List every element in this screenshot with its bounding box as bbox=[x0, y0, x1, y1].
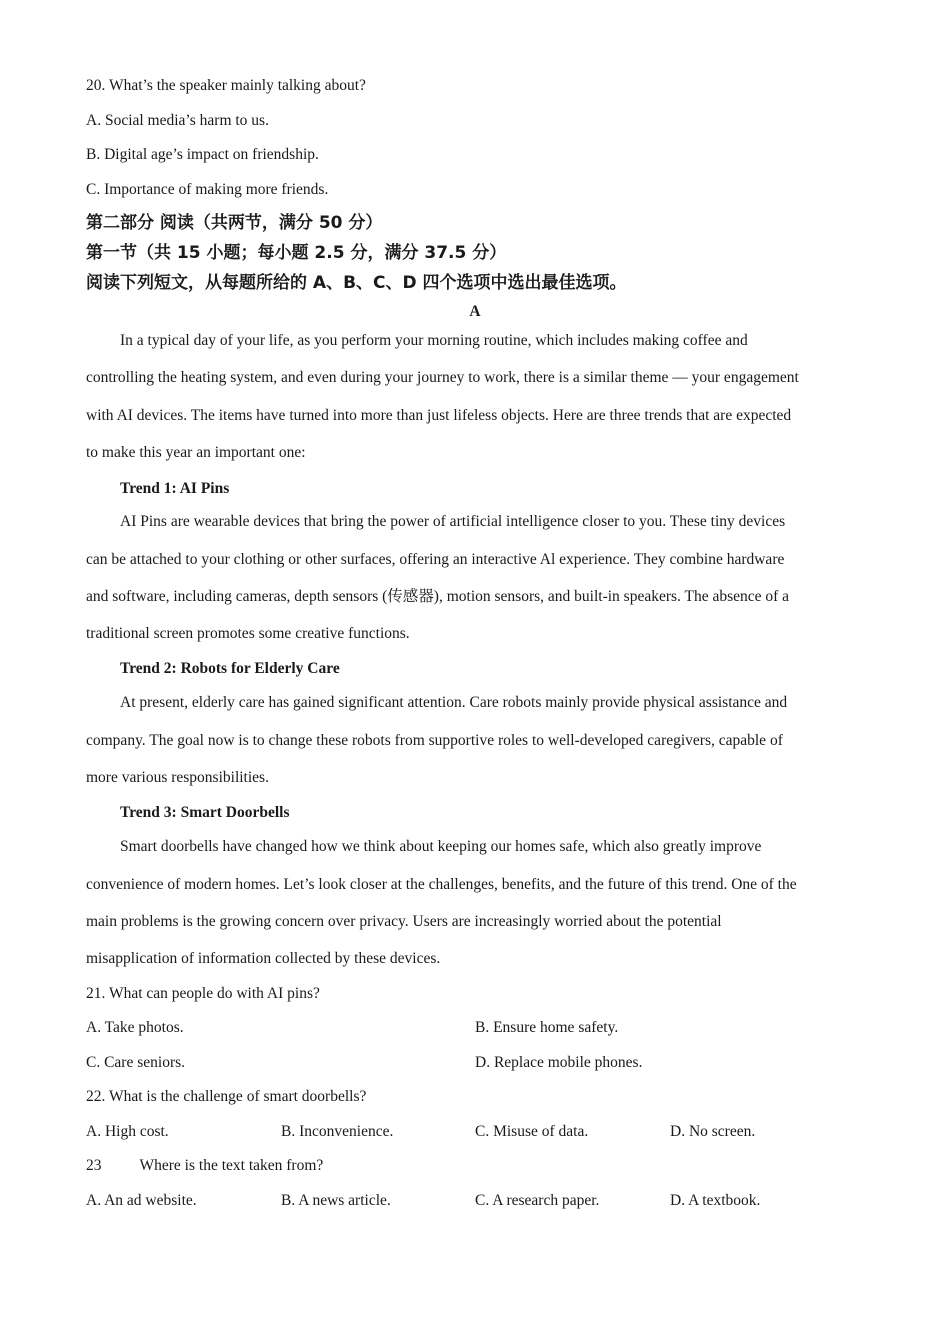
trend1-line: AI Pins are wearable devices that bring the power of artificial intelligence closer to you. These tiny devices bbox=[120, 513, 786, 530]
trend3-line: misapplication of information collected by these devices. bbox=[86, 950, 441, 967]
part2-title: 第二部分 阅读（共两节，满分 50 分） bbox=[86, 213, 383, 233]
reading-instruction: 阅读下列短文，从每题所给的 A、B、C、D 四个选项中选出最佳选项。 bbox=[86, 273, 627, 293]
q21-stem: 21. What can people do with AI pins? bbox=[86, 985, 320, 1002]
q22-option-d: D. No screen. bbox=[670, 1123, 756, 1140]
intro-line: In a typical day of your life, as you perform your morning routine, which includes making coffee and bbox=[120, 332, 748, 349]
q22-option-a: A. High cost. bbox=[86, 1123, 169, 1140]
trend2-title: Trend 2: Robots for Elderly Care bbox=[120, 660, 340, 677]
q22-option-b: B. Inconvenience. bbox=[281, 1123, 394, 1140]
q23-option-d: D. A textbook. bbox=[670, 1192, 761, 1209]
q22-stem: 22. What is the challenge of smart doorbells? bbox=[86, 1088, 367, 1105]
q23-option-b: B. A news article. bbox=[281, 1192, 391, 1209]
q23-option-a: A. An ad website. bbox=[86, 1192, 197, 1209]
trend3-line: Smart doorbells have changed how we think about keeping our homes safe, which also greatly improve bbox=[120, 838, 762, 855]
q23-number: 23 bbox=[86, 1157, 102, 1174]
trend2-line: more various responsibilities. bbox=[86, 769, 269, 786]
trend1-title: Trend 1: AI Pins bbox=[120, 480, 230, 497]
q21-option-c: C. Care seniors. bbox=[86, 1054, 186, 1071]
intro-line: controlling the heating system, and even during your journey to work, there is a similar theme — your engagement bbox=[86, 369, 799, 386]
q22-option-c: C. Misuse of data. bbox=[475, 1123, 589, 1140]
q21-option-d: D. Replace mobile phones. bbox=[475, 1054, 643, 1071]
trend1-line: and software, including cameras, depth sensors (传感器), motion sensors, and built-in speakers. The absence of a bbox=[86, 588, 790, 605]
trend3-title: Trend 3: Smart Doorbells bbox=[120, 804, 290, 821]
intro-line: to make this year an important one: bbox=[86, 444, 306, 461]
q23-option-c: C. A research paper. bbox=[475, 1192, 600, 1209]
intro-line: with AI devices. The items have turned into more than just lifeless objects. Here are three trends that are expected bbox=[86, 407, 792, 424]
trend2-line: At present, elderly care has gained significant attention. Care robots mainly provide physical assistance and bbox=[120, 694, 788, 711]
q23-stem: Where is the text taken from? bbox=[139, 1157, 324, 1174]
trend1-line: traditional screen promotes some creative functions. bbox=[86, 625, 410, 642]
section1-title: 第一节（共 15 小题；每小题 2.5 分，满分 37.5 分） bbox=[86, 243, 507, 263]
q20-option-a: A. Social media’s harm to us. bbox=[86, 112, 269, 129]
trend2-line: company. The goal now is to change these robots from supportive roles to well-developed caregivers, capable of bbox=[86, 732, 783, 749]
q20-option-b: B. Digital age’s impact on friendship. bbox=[86, 146, 319, 163]
passage-label: A bbox=[469, 303, 481, 320]
q20-option-c: C. Importance of making more friends. bbox=[86, 181, 329, 198]
q23-stem-row bbox=[86, 1156, 323, 1176]
q21-option-b: B. Ensure home safety. bbox=[475, 1019, 619, 1036]
trend3-line: main problems is the growing concern over privacy. Users are increasingly worried about the potential bbox=[86, 913, 722, 930]
q20-stem: 20. What’s the speaker mainly talking about? bbox=[86, 77, 366, 94]
trend1-line: can be attached to your clothing or other surfaces, offering an interactive Al experience. They combine hardware bbox=[86, 551, 785, 568]
trend3-line: convenience of modern homes. Let’s look closer at the challenges, benefits, and the future of this trend. One of the bbox=[86, 876, 797, 893]
q21-option-a: A. Take photos. bbox=[86, 1019, 184, 1036]
